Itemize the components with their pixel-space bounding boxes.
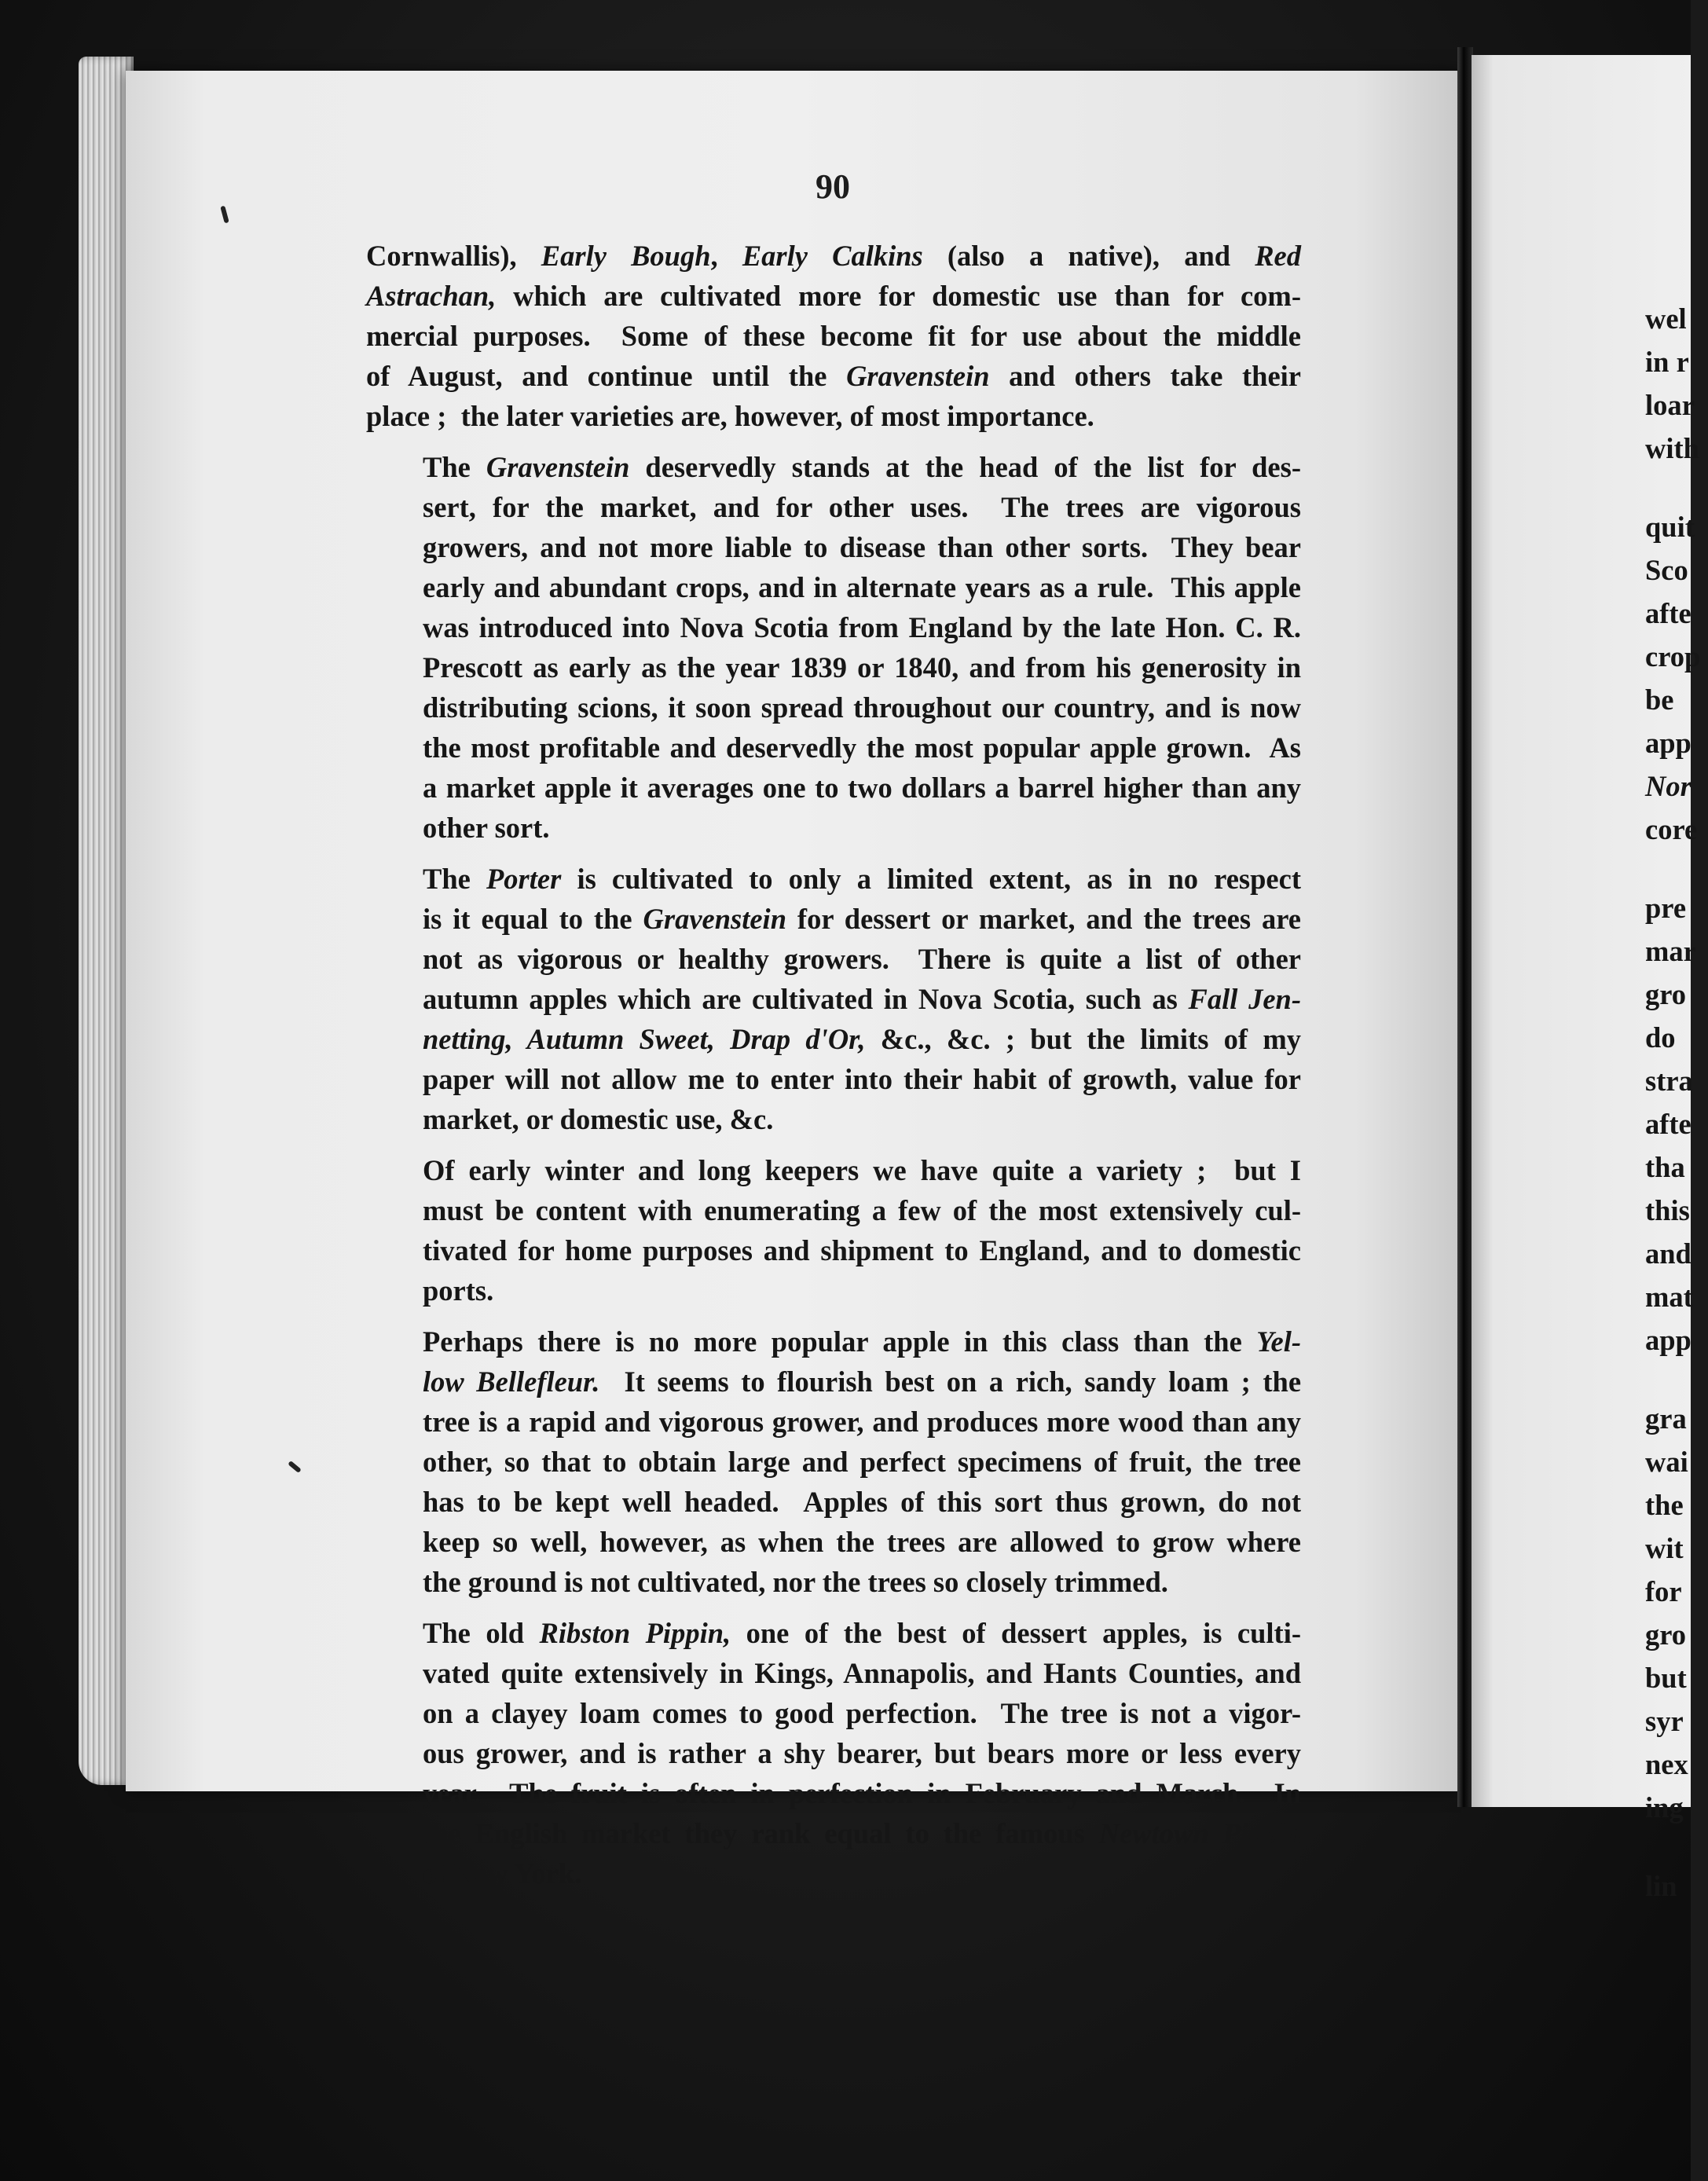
text-segment: distributing scions, it soon spread throughout our country, and is now	[423, 691, 1301, 724]
text-segment: is cultivated to only a limited extent, as in no respect	[561, 863, 1301, 895]
text-segment: The	[423, 863, 486, 895]
right-page-fragment	[1645, 1744, 1688, 1784]
fragment-text: lin	[1645, 1870, 1677, 1902]
text-line	[366, 859, 1301, 899]
right-page-fragment	[1645, 723, 1692, 763]
fragment-text: afte	[1645, 1108, 1692, 1140]
text-line	[366, 1442, 1301, 1482]
text-line	[366, 1230, 1301, 1270]
fragment-text: gro	[1645, 978, 1687, 1010]
text-line	[366, 567, 1301, 607]
italic-text: Red	[1255, 240, 1301, 272]
right-page-fragment	[1645, 342, 1689, 382]
italic-text: low Bellefleur.	[423, 1365, 600, 1398]
fragment-text: pre	[1645, 892, 1687, 924]
right-page-fragment	[1645, 1787, 1684, 1827]
text-line	[366, 396, 1301, 436]
fragment-text: core	[1645, 813, 1698, 845]
paragraph	[366, 1321, 1301, 1602]
text-segment: Perhaps there is no more popular apple in this class than the	[423, 1325, 1257, 1358]
text-line	[366, 647, 1301, 687]
text-segment: market, or domestic use, &c.	[423, 1103, 774, 1135]
italic-text: Early Bough	[541, 240, 711, 272]
right-page-fragment	[1645, 1233, 1692, 1274]
text-segment: not as vigorous or healthy growers. There is quite a list of other	[423, 943, 1301, 975]
right-page-fragment	[1645, 809, 1697, 849]
text-line	[366, 276, 1301, 316]
fragment-text: and	[1645, 1237, 1692, 1270]
text-line	[366, 1693, 1301, 1733]
right-page-fragment	[1645, 1615, 1686, 1655]
page-number: 90	[816, 167, 850, 206]
text-line	[366, 1653, 1301, 1693]
fragment-text: quit	[1645, 511, 1695, 543]
italic-text: Ribston Pippin,	[539, 1617, 731, 1649]
text-segment: growers, and not more liable to disease than other sorts. They bear	[423, 531, 1301, 563]
paragraph	[366, 1150, 1301, 1310]
text-line	[366, 1813, 1301, 1853]
text-segment: Cornwallis),	[366, 240, 541, 272]
italic-text: Gravenstein	[846, 360, 990, 392]
right-page-fragment	[1645, 931, 1696, 971]
text-segment: Of early winter and long keepers we have quite a variety ; but I	[423, 1154, 1301, 1186]
text-segment: tivated for home purposes and shipment to England, and to domestic	[423, 1234, 1301, 1266]
right-page-fragment	[1645, 550, 1688, 590]
fragment-text: tha	[1645, 1151, 1685, 1183]
paragraph	[366, 236, 1301, 436]
right-page-fragment	[1645, 1442, 1688, 1482]
text-segment: place ; the later varieties are, however, of most importance.	[366, 400, 1094, 432]
text-line	[366, 1190, 1301, 1230]
fragment-text: app	[1645, 727, 1692, 759]
text-segment: one of the best of dessert apples, is culti-	[731, 1617, 1301, 1649]
text-line	[366, 979, 1301, 1019]
text-segment: vated quite extensively in Kings, Annapolis, and Hants Counties, and	[423, 1657, 1301, 1689]
text-line	[366, 316, 1301, 356]
right-page-fragment	[1645, 1398, 1687, 1439]
text-line	[366, 1522, 1301, 1562]
text-line	[366, 728, 1301, 768]
right-page-fragment	[1645, 385, 1695, 425]
right-page-fragment	[1645, 1571, 1682, 1611]
right-page-fragment	[1645, 1701, 1684, 1741]
text-segment: Prescott as early as the year 1839 or 1840, and from his generosity in	[423, 651, 1301, 684]
text-segment: which are cultivated more for domestic use than for com-	[496, 280, 1301, 312]
text-segment: for dessert or market, and the trees are	[786, 903, 1301, 935]
right-page-fragment	[1645, 974, 1686, 1014]
text-line	[366, 1402, 1301, 1442]
text-segment: other sort.	[423, 812, 550, 844]
text-line	[366, 808, 1301, 848]
fragment-text: gro	[1645, 1618, 1687, 1651]
paragraph	[366, 859, 1301, 1139]
text-segment: (also a native), and	[922, 240, 1255, 272]
fragment-text: wai	[1645, 1446, 1688, 1478]
fragment-text: wit	[1645, 1532, 1684, 1564]
right-page-fragment	[1645, 428, 1699, 468]
text-segment: and others take their	[989, 360, 1302, 392]
text-line	[366, 1019, 1301, 1059]
right-page-fragment	[1645, 593, 1692, 633]
text-segment: It seems to flourish best on a rich, sandy loam ; the	[599, 1365, 1302, 1398]
fragment-text: Sco	[1645, 554, 1688, 586]
text-segment: a market apple it averages one to two dollars a barrel higher than any	[423, 772, 1301, 804]
text-line	[366, 1099, 1301, 1139]
right-page-fragment	[1645, 1658, 1687, 1698]
right-page-fragment	[1645, 680, 1674, 720]
text-segment: on a clayey loam comes to good perfection. The tree is not a vigor-	[423, 1697, 1301, 1729]
fragment-text: for	[1645, 1575, 1682, 1607]
text-line	[366, 1150, 1301, 1190]
italic-text: Gravenstein	[643, 903, 786, 935]
text-line	[366, 1853, 1301, 1893]
right-page-fragment	[1645, 766, 1692, 806]
text-segment: has to be kept well headed. Apples of this sort thus grown, do not	[423, 1486, 1301, 1518]
text-segment: was introduced into Nova Scotia from England by the late Hon. C. R.	[423, 611, 1301, 643]
text-segment: of August, and continue until the	[366, 360, 847, 392]
text-line	[366, 1733, 1301, 1773]
text-segment: of New York.	[423, 1857, 582, 1890]
fragment-text: with	[1645, 432, 1699, 464]
text-segment: autumn apples which are cultivated in Nova Scotia, such as	[423, 983, 1189, 1015]
text-line	[366, 1613, 1301, 1653]
right-page-fragment	[1645, 1277, 1693, 1317]
fragment-text: gra	[1645, 1402, 1687, 1435]
text-line	[366, 1321, 1301, 1362]
fragment-text: loar	[1645, 389, 1695, 421]
fragment-text: this	[1645, 1194, 1690, 1226]
text-line	[366, 236, 1301, 276]
italic-text: Porter	[486, 863, 562, 895]
text-segment: the most profitable and deservedly the most popular apple grown. As	[423, 731, 1301, 764]
text-segment: the English market they rank equal to the famous	[423, 1817, 1099, 1849]
right-page-fragment	[1645, 1485, 1684, 1525]
text-line	[366, 768, 1301, 808]
text-line	[366, 1482, 1301, 1522]
fragment-text: do	[1645, 1021, 1676, 1054]
right-page-fragment	[1645, 636, 1700, 676]
text-line	[366, 939, 1301, 979]
book-gutter	[1457, 47, 1473, 1807]
text-line	[366, 1562, 1301, 1602]
text-segment: mercial purposes. Some of these become fit for use about the middle	[366, 320, 1301, 352]
text-line	[366, 899, 1301, 939]
right-page-fragment	[1645, 299, 1687, 339]
fragment-text: afte	[1645, 597, 1692, 629]
fragment-text: nex	[1645, 1748, 1688, 1780]
fragment-text: in r	[1645, 346, 1689, 378]
fragment-text: the	[1645, 1489, 1684, 1521]
text-segment: ports.	[423, 1274, 494, 1307]
text-segment: tree is a rapid and vigorous grower, and produces more wood than any	[423, 1406, 1301, 1438]
text-segment: year. The fruit is often in perfection in February and March. In	[423, 1777, 1301, 1809]
text-segment: ,	[710, 240, 742, 272]
paragraph	[366, 1613, 1301, 1893]
right-page-fragment	[1645, 1104, 1692, 1144]
text-segment: deservedly stands at the head of the list for des-	[629, 451, 1301, 483]
fragment-text: be	[1645, 684, 1674, 716]
fragment-text: app	[1645, 1324, 1692, 1356]
fragment-text: wel	[1645, 302, 1687, 335]
text-line	[366, 527, 1301, 567]
text-segment: sert, for the market, and for other uses. The trees are vigorous	[423, 491, 1301, 523]
right-page-fragment	[1645, 1320, 1692, 1360]
fragment-text: Nor	[1645, 770, 1692, 802]
text-line	[366, 687, 1301, 728]
page-body-text	[366, 236, 1301, 1904]
fragment-text: stra	[1645, 1065, 1693, 1097]
text-line	[366, 487, 1301, 527]
text-line	[366, 607, 1301, 647]
italic-text: Newtown Pippin	[1098, 1817, 1301, 1849]
text-segment: paper will not allow me to enter into their habit of growth, value for	[423, 1063, 1301, 1095]
text-line	[366, 356, 1301, 396]
italic-text: Early Calkins	[742, 240, 923, 272]
fragment-text: mat	[1645, 1281, 1693, 1313]
text-segment: The old	[423, 1617, 540, 1649]
text-segment: must be content with enumerating a few of the most extensively cul-	[423, 1194, 1301, 1226]
right-page-fragment	[1645, 1190, 1690, 1230]
paragraph	[366, 447, 1301, 848]
text-segment: &c., &c. ; but the limits of my	[865, 1023, 1301, 1055]
text-segment: ous grower, and is rather a shy bearer, but bears more or less every	[423, 1737, 1301, 1769]
text-segment: The	[423, 451, 486, 483]
fragment-text: ing	[1645, 1791, 1684, 1824]
text-line	[366, 447, 1301, 487]
text-segment: early and abundant crops, and in alternate years as a rule. This apple	[423, 571, 1301, 603]
fragment-text: crop	[1645, 640, 1701, 673]
right-page-fragment	[1645, 1017, 1676, 1058]
text-line	[366, 1362, 1301, 1402]
italic-text: Fall Jen-	[1188, 983, 1301, 1015]
text-segment: is it equal to the	[423, 903, 643, 935]
text-line	[366, 1773, 1301, 1813]
text-line	[366, 1270, 1301, 1310]
right-page-fragment	[1645, 1061, 1693, 1101]
right-page-fragment	[1645, 888, 1686, 928]
text-line	[366, 1059, 1301, 1099]
italic-text: netting, Autumn Sweet, Drap d'Or,	[423, 1023, 866, 1055]
fragment-text: syr	[1645, 1705, 1684, 1737]
fragment-text: mar	[1645, 935, 1696, 967]
right-page-fragment	[1645, 1866, 1677, 1906]
fragment-text: but	[1645, 1662, 1687, 1694]
text-segment: keep so well, however, as when the trees are allowed to grow where	[423, 1526, 1301, 1558]
italic-text: Astrachan,	[366, 280, 497, 312]
right-page-fragment	[1645, 1147, 1685, 1187]
text-segment: the ground is not cultivated, nor the trees so closely trimmed.	[423, 1566, 1168, 1598]
italic-text: Gravenstein	[486, 451, 630, 483]
text-segment: other, so that to obtain large and perfect specimens of fruit, the tree	[423, 1446, 1301, 1478]
italic-text: Yel-	[1256, 1325, 1301, 1358]
right-page-fragment	[1645, 507, 1695, 547]
right-page-fragment	[1645, 1528, 1684, 1568]
